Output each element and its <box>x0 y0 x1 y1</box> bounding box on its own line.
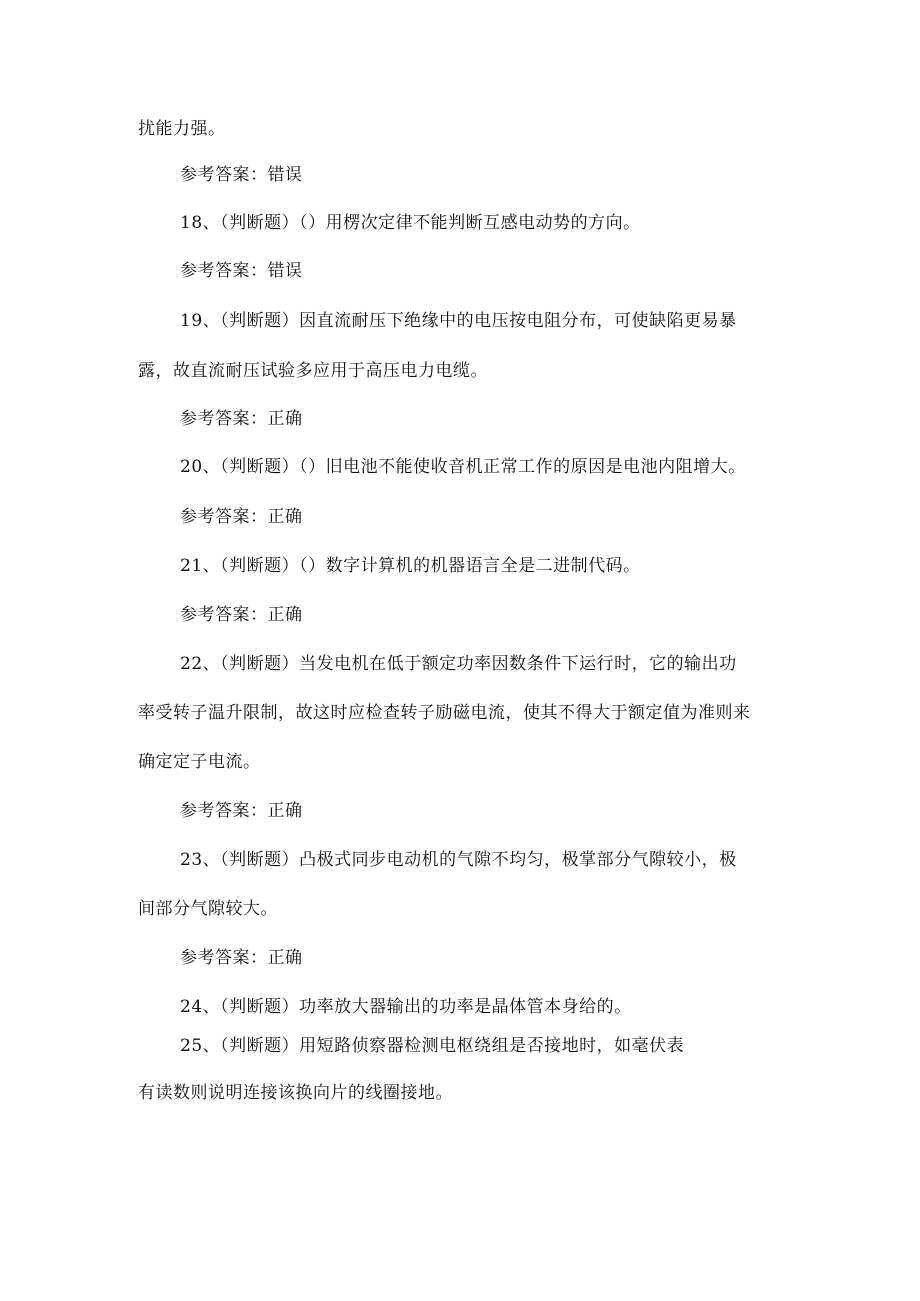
q17-continuation: 扰能力强。 <box>138 119 226 139</box>
question-22-line-2: 率受转子温升限制，故这时应检查转子励磁电流，使其不得大于额定值为准则来 <box>138 703 751 723</box>
answer-17: 参考答案：错误 <box>180 165 303 185</box>
question-25-line-1: 25、（判断题）用短路侦察器检测电枢绕组是否接地时，如毫伏表 <box>180 1036 685 1056</box>
answer-20: 参考答案：正确 <box>180 507 303 527</box>
question-24: 24、（判断题）功率放大器输出的功率是晶体管本身给的。 <box>180 997 632 1017</box>
question-19-line-1: 19、（判断题）因直流耐压下绝缘中的电压按电阻分布，可使缺陷更易暴 <box>180 311 737 331</box>
question-25-line-2: 有读数则说明连接该换向片的线圈接地。 <box>138 1083 453 1103</box>
answer-21: 参考答案：正确 <box>180 605 303 625</box>
question-23-line-1: 23、（判断题）凸极式同步电动机的气隙不均匀，极掌部分气隙较小，极 <box>180 850 737 870</box>
answer-19: 参考答案：正确 <box>180 409 303 429</box>
question-22-line-3: 确定定子电流。 <box>138 752 261 772</box>
answer-22: 参考答案：正确 <box>180 801 303 821</box>
question-19-line-2: 露，故直流耐压试验多应用于高压电力电缆。 <box>138 361 488 381</box>
question-20: 20、（判断题）（）旧电池不能使收音机正常工作的原因是电池内阻增大。 <box>180 457 746 477</box>
question-21: 21、（判断题）（）数字计算机的机器语言全是二进制代码。 <box>180 556 641 576</box>
question-22-line-1: 22、（判断题）当发电机在低于额定功率因数条件下运行时，它的输出功 <box>180 654 737 674</box>
question-23-line-2: 间部分气隙较大。 <box>138 899 278 919</box>
answer-23: 参考答案：正确 <box>180 948 303 968</box>
answer-18: 参考答案：错误 <box>180 261 303 281</box>
question-18: 18、（判断题）（）用楞次定律不能判断互感电动势的方向。 <box>180 213 641 233</box>
